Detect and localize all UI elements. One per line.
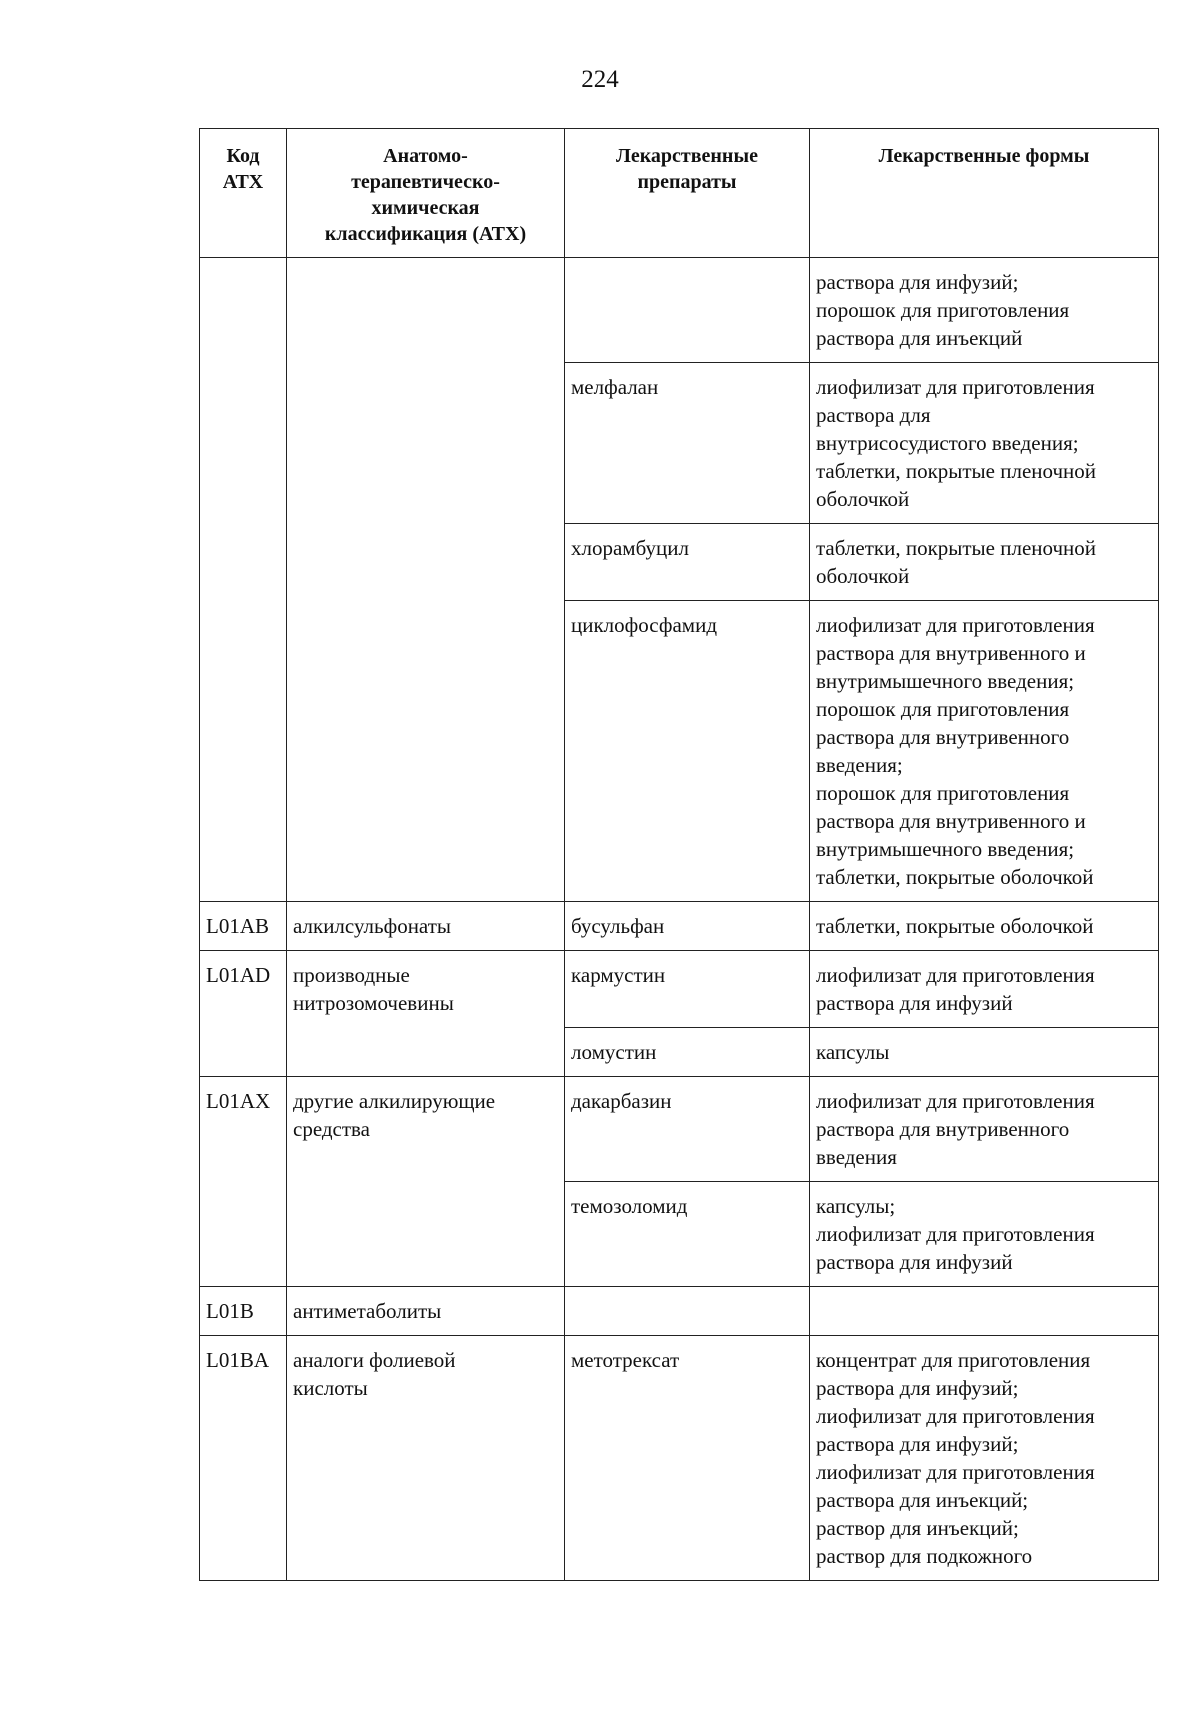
forms-cell: таблетки, покрытые оболочкой bbox=[810, 902, 1159, 951]
code-cell: L01AD bbox=[200, 951, 287, 1077]
drug-cell: бусульфан bbox=[565, 902, 810, 951]
classification-cell: производные нитрозомочевины bbox=[287, 951, 565, 1077]
drug-cell: метотрексат bbox=[565, 1336, 810, 1581]
classification-cell bbox=[287, 258, 565, 902]
drug-cell: темозоломид bbox=[565, 1182, 810, 1287]
classification-cell: антиметаболиты bbox=[287, 1287, 565, 1336]
drug-cell bbox=[565, 1287, 810, 1336]
table-row bbox=[200, 951, 1159, 1028]
table-row bbox=[200, 1287, 1159, 1336]
code-cell bbox=[200, 258, 287, 902]
forms-cell: лиофилизат для приготовления раствора для инфузий bbox=[810, 951, 1159, 1028]
code-cell: L01B bbox=[200, 1287, 287, 1336]
header-forms: Лекарственные формы bbox=[810, 129, 1159, 258]
drug-cell: циклофосфамид bbox=[565, 601, 810, 902]
forms-cell: концентрат для приготовления раствора для инфузий; лиофилизат для приготовления раствора для инфузий; лиофилизат для приготовления раствора для инъекций; раствор для инъекций; раствор для подкожного bbox=[810, 1336, 1159, 1581]
classification-cell: алкилсульфонаты bbox=[287, 902, 565, 951]
atx-drug-table bbox=[199, 128, 1159, 1581]
header-drugs: Лекарственные препараты bbox=[565, 129, 810, 258]
table-row bbox=[200, 902, 1159, 951]
forms-cell: лиофилизат для приготовления раствора для внутривенного и внутримышечного введения; порошок для приготовления раствора для внутривенного введения; порошок для приготовления раствора для внутривенного и внутримышечного введения; таблетки, покрытые оболочкой bbox=[810, 601, 1159, 902]
forms-cell bbox=[810, 1287, 1159, 1336]
classification-cell: другие алкилирующие средства bbox=[287, 1077, 565, 1287]
forms-cell: раствора для инфузий; порошок для приготовления раствора для инъекций bbox=[810, 258, 1159, 363]
header-code: Код АТХ bbox=[200, 129, 287, 258]
table-row bbox=[200, 258, 1159, 363]
code-cell: L01AB bbox=[200, 902, 287, 951]
code-cell: L01BA bbox=[200, 1336, 287, 1581]
classification-cell: аналоги фолиевой кислоты bbox=[287, 1336, 565, 1581]
drug-cell: хлорамбуцил bbox=[565, 524, 810, 601]
page-number: 224 bbox=[581, 66, 619, 93]
forms-cell: капсулы bbox=[810, 1028, 1159, 1077]
drug-cell: ломустин bbox=[565, 1028, 810, 1077]
forms-cell: капсулы; лиофилизат для приготовления раствора для инфузий bbox=[810, 1182, 1159, 1287]
drug-cell bbox=[565, 258, 810, 363]
code-cell: L01AX bbox=[200, 1077, 287, 1287]
table-row bbox=[200, 1077, 1159, 1182]
table-header-row bbox=[200, 129, 1159, 258]
drug-cell: мелфалан bbox=[565, 363, 810, 524]
forms-cell: таблетки, покрытые пленочной оболочкой bbox=[810, 524, 1159, 601]
header-classification: Анатомо- терапевтическо- химическая классификация (АТХ) bbox=[287, 129, 565, 258]
table-row bbox=[200, 1336, 1159, 1581]
forms-cell: лиофилизат для приготовления раствора для внутрисосудистого введения; таблетки, покрытые пленочной оболочкой bbox=[810, 363, 1159, 524]
forms-cell: лиофилизат для приготовления раствора для внутривенного введения bbox=[810, 1077, 1159, 1182]
drug-cell: дакарбазин bbox=[565, 1077, 810, 1182]
drug-cell: кармустин bbox=[565, 951, 810, 1028]
